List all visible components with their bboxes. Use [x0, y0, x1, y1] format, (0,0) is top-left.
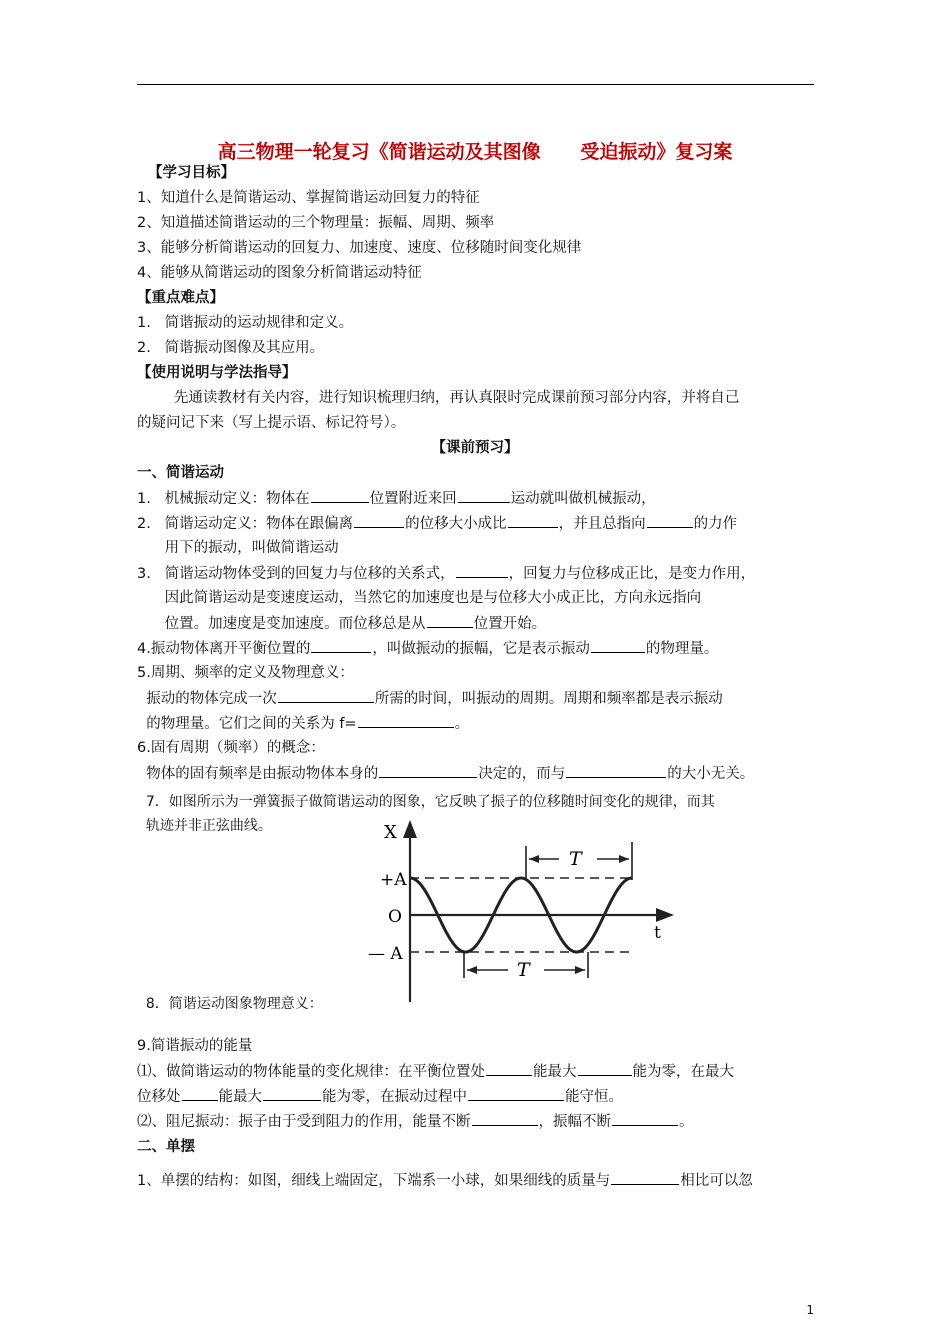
usage-text: 先通读教材有关内容，进行知识梳理归纳，再认真限时完成课前预习部分内容，并将自己 [137, 390, 740, 406]
x-axis-arrow [656, 908, 674, 922]
question-9-part2: ⑵、阻尼振动：振子由于受到阻力的作用，能量不断 ，振幅不断 。 [137, 1111, 694, 1132]
question-9: 9.简谐振动的能量 [137, 1038, 253, 1054]
page-title: 高三物理一轮复习《简谐运动及其图像 受迫振动》复习案 [217, 141, 733, 163]
question-4: 4.振动物体离开平衡位置的 ，叫做振动的振幅，它是表示振动 的物理量。 [137, 638, 718, 659]
origin-label: O [388, 907, 402, 927]
plus-a-label: +A [380, 870, 407, 890]
question-9-part1: ⑴、做简谐运动的物体能量的变化规律：在平衡位置处 能最大 能为零，在最大 [137, 1061, 734, 1082]
question-9-part1-cont: 位移处 能最大 能为零，在振动过程中 能守恒。 [137, 1086, 623, 1107]
preview-heading: 【课前预习】 [431, 440, 519, 456]
shm-graph [350, 812, 690, 1007]
usage-text: 的疑问记下来（写上提示语、标记符号）。 [137, 415, 406, 431]
minus-a-label: — A [368, 944, 403, 964]
usage-heading: 【使用说明与学法指导】 [137, 365, 297, 381]
focus-item: 1. 简谐振动的运动规律和定义。 [137, 315, 354, 331]
period-label: T [517, 959, 530, 981]
goal-item: 4、能够从简谐运动的图象分析简谐运动特征 [137, 265, 422, 281]
question-8: 8．简谐运动图象物理意义： [137, 996, 323, 1012]
page-number: 1 [806, 1303, 814, 1317]
focus-heading: 【重点难点】 [137, 290, 224, 306]
question-2: 2. 简谐运动定义：物体在跟偏离 的位移大小成比 ，并且总指向 的力作 [137, 513, 737, 534]
focus-item: 2. 简谐振动图像及其应用。 [137, 340, 325, 356]
question-7-cont: 轨迹并非正弦曲线。 [137, 818, 272, 834]
question-3-cont: 因此简谐运动是变速度运动，当然它的加速度也是与位移大小成正比，方向永远指向 [137, 590, 702, 606]
period-label: T [569, 848, 582, 870]
y-axis-arrow [403, 820, 417, 838]
question-7: 7．如图所示为一弹簧振子做简谐运动的图象，它反映了振子的位移随时间变化的规律，而其 [137, 794, 715, 810]
goal-item: 3、能够分析简谐运动的回复力、加速度、速度、位移随时间变化规律 [137, 240, 582, 256]
section1-heading: 一、简谐运动 [137, 465, 224, 481]
x-axis-label: t [654, 923, 661, 943]
question-5-cont: 振动的物体完成一次 所需的时间，叫振动的周期。周期和频率都是表示振动 [137, 688, 723, 709]
section2-question-1: 1、单摆的结构：如图，细线上端固定，下端系一小球，如果细线的质量与 相比可以忽 [137, 1170, 753, 1191]
goal-item: 1、知道什么是简谐运动、掌握简谐运动回复力的特征 [137, 190, 480, 206]
section2-heading: 二、单摆 [137, 1139, 195, 1155]
goals-heading: 【学习目标】 [148, 165, 235, 181]
question-3: 3. 简谐运动物体受到的回复力与位移的关系式， ，回复力与位移成正比，是变力作用， [137, 563, 755, 584]
question-3-cont: 位置。加速度是变加速度。而位移总是从 位置开始。 [137, 613, 546, 634]
question-6: 6.固有周期（频率）的概念： [137, 740, 325, 756]
question-2-cont: 用下的振动，叫做简谐运动 [137, 540, 339, 556]
question-5-cont: 的物理量。它们之间的关系为 f= 。 [137, 713, 469, 734]
goal-item: 2、知道描述简谐运动的三个物理量：振幅、周期、频率 [137, 215, 495, 231]
question-6-cont: 物体的固有频率是由振动物体本身的 决定的，而与 的大小无关。 [137, 763, 754, 784]
y-axis-label: X [384, 822, 397, 843]
question-5: 5.周期、频率的定义及物理意义： [137, 665, 354, 681]
header-rule [137, 84, 814, 85]
question-1: 1. 机械振动定义：物体在 位置附近来回 运动就叫做机械振动， [137, 488, 656, 509]
